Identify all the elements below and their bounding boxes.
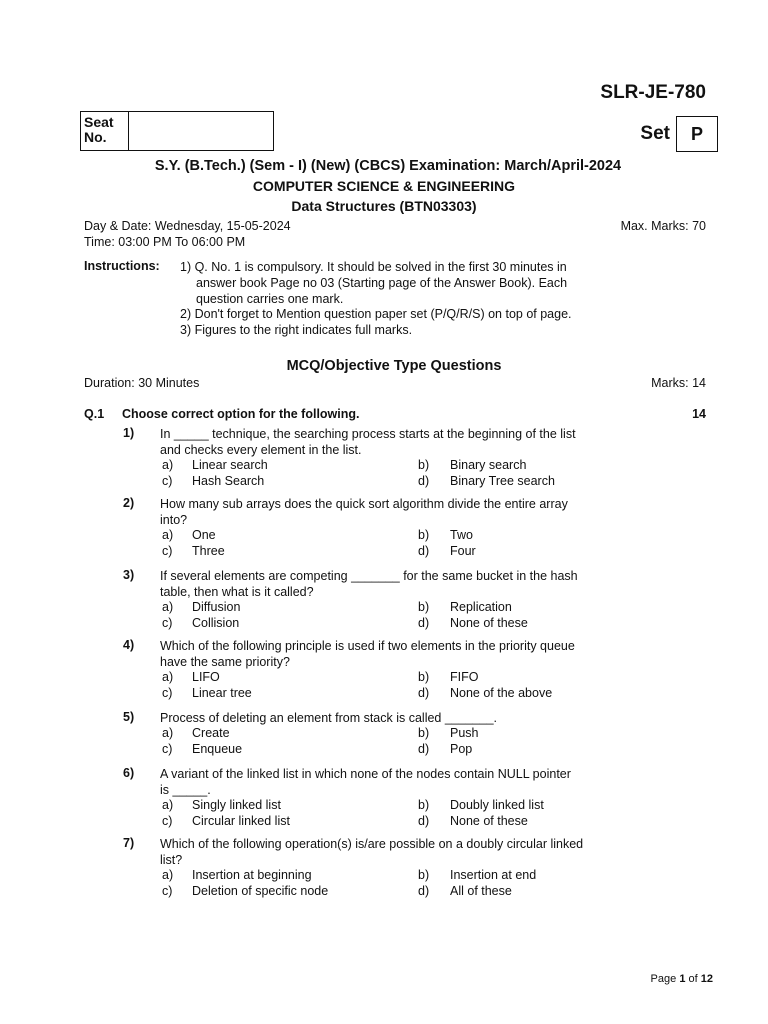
exam-time: Time: 03:00 PM To 06:00 PM [84, 235, 246, 249]
option-text: Enqueue [192, 742, 243, 756]
instruction-line: 1) Q. No. 1 is compulsory. It should be solved in the first 30 minutes in [180, 260, 567, 274]
option-label: c) [162, 616, 173, 630]
option-label: a) [162, 670, 174, 684]
question-text: If several elements are competing _______ for the same bucket in the hash [160, 569, 578, 583]
question-text: Which of the following operation(s) is/are possible on a doubly circular linked [160, 837, 584, 851]
option-text: Four [450, 544, 476, 558]
question-instruction: Choose correct option for the following. [122, 407, 360, 421]
question-item-number: 4) [123, 638, 135, 652]
option-text: Push [450, 726, 479, 740]
option-label: c) [162, 884, 173, 898]
option-text: Hash Search [192, 474, 265, 488]
max-marks: Max. Marks: 70 [620, 219, 706, 233]
question-text: and checks every element in the list. [160, 443, 362, 457]
option-label: c) [162, 686, 173, 700]
option-text: Replication [450, 600, 512, 614]
subject-title: Data Structures (BTN03303) [291, 198, 477, 214]
option-label: b) [418, 670, 430, 684]
paper-code: SLR-JE-780 [600, 82, 706, 103]
page-current: 1 [679, 973, 686, 985]
question-text: list? [160, 853, 183, 867]
option-label: b) [418, 868, 430, 882]
option-label: b) [418, 528, 430, 542]
option-label: d) [418, 884, 430, 898]
option-text: None of these [450, 616, 528, 630]
section-duration: Duration: 30 Minutes [84, 376, 200, 390]
option-label: b) [418, 458, 430, 472]
option-text: Linear tree [192, 686, 252, 700]
question-item-number: 3) [123, 568, 135, 582]
day-date: Day & Date: Wednesday, 15-05-2024 [84, 219, 291, 233]
page-of: of [688, 973, 698, 985]
option-text: LIFO [192, 670, 220, 684]
option-text: Two [450, 528, 473, 542]
option-text: Deletion of specific node [192, 884, 329, 898]
option-text: Create [192, 726, 230, 740]
instruction-line: 2) Don't forget to Mention question paper set (P/Q/R/S) on top of page. [180, 307, 572, 321]
option-text: Linear search [192, 458, 268, 472]
seat-number-box [80, 111, 274, 151]
instruction-line: 3) Figures to the right indicates full marks. [180, 323, 413, 337]
option-label: a) [162, 528, 174, 542]
option-text: None of these [450, 814, 528, 828]
question-item-number: 2) [123, 496, 135, 510]
question-text: A variant of the linked list in which none of the nodes contain NULL pointer [160, 767, 571, 781]
page-number [651, 973, 713, 985]
option-label: d) [418, 686, 430, 700]
question-text: have the same priority? [160, 655, 290, 669]
option-label: c) [162, 742, 173, 756]
option-text: Three [192, 544, 225, 558]
option-label: c) [162, 544, 173, 558]
question-text: Process of deleting an element from stack is called _______. [160, 711, 497, 725]
option-label: d) [418, 742, 430, 756]
question-text: into? [160, 513, 188, 527]
question-text: is _____. [160, 783, 211, 797]
instruction-line: answer book Page no 03 (Starting page of the Answer Book). Each [196, 276, 568, 290]
option-text: Diffusion [192, 600, 241, 614]
option-text: Pop [450, 742, 473, 756]
section-marks: Marks: 14 [651, 376, 706, 390]
seat-number-field[interactable] [129, 112, 273, 150]
set-value-box: P [676, 116, 718, 152]
option-label: b) [418, 726, 430, 740]
option-text: One [192, 528, 216, 542]
option-text: Binary Tree search [450, 474, 555, 488]
option-label: d) [418, 616, 430, 630]
option-text: Circular linked list [192, 814, 290, 828]
page-total: 12 [700, 973, 713, 985]
page-prefix: Page [650, 973, 677, 985]
question-item-number: 6) [123, 766, 135, 780]
option-label: a) [162, 798, 174, 812]
option-text: FIFO [450, 670, 479, 684]
question-item-number: 7) [123, 836, 135, 850]
exam-title: S.Y. (B.Tech.) (Sem - I) (New) (CBCS) Examination: March/April-2024 [154, 158, 622, 174]
option-label: a) [162, 868, 174, 882]
option-text: Singly linked list [192, 798, 281, 812]
option-text: Insertion at end [450, 868, 537, 882]
option-label: a) [162, 458, 174, 472]
option-text: All of these [450, 884, 512, 898]
question-item-number: 1) [123, 426, 135, 440]
option-label: b) [418, 798, 430, 812]
option-label: b) [418, 600, 430, 614]
option-text: None of the above [450, 686, 553, 700]
question-text: Which of the following principle is used if two elements in the priority queue [160, 639, 575, 653]
option-label: d) [418, 474, 430, 488]
set-label: Set [640, 123, 670, 144]
branch-title: COMPUTER SCIENCE & ENGINEERING [252, 178, 516, 194]
question-marks: 14 [692, 407, 706, 421]
option-text: Binary search [450, 458, 527, 472]
option-label: a) [162, 726, 174, 740]
paper-set [640, 116, 718, 152]
section-title: MCQ/Objective Type Questions [286, 358, 502, 374]
instructions-heading: Instructions: [84, 259, 160, 273]
question-text: In _____ technique, the searching process starts at the beginning of the list [160, 427, 576, 441]
question-text: How many sub arrays does the quick sort algorithm divide the entire array [160, 497, 568, 511]
question-text: table, then what is it called? [160, 585, 314, 599]
option-text: Collision [192, 616, 240, 630]
seat-label: Seat No. [81, 112, 129, 150]
option-label: a) [162, 600, 174, 614]
question-item-number: 5) [123, 710, 135, 724]
option-text: Doubly linked list [450, 798, 544, 812]
option-label: c) [162, 814, 173, 828]
option-label: d) [418, 544, 430, 558]
option-text: Insertion at beginning [192, 868, 312, 882]
option-label: d) [418, 814, 430, 828]
question-number: Q.1 [84, 407, 105, 421]
instruction-line: question carries one mark. [196, 292, 344, 306]
option-label: c) [162, 474, 173, 488]
